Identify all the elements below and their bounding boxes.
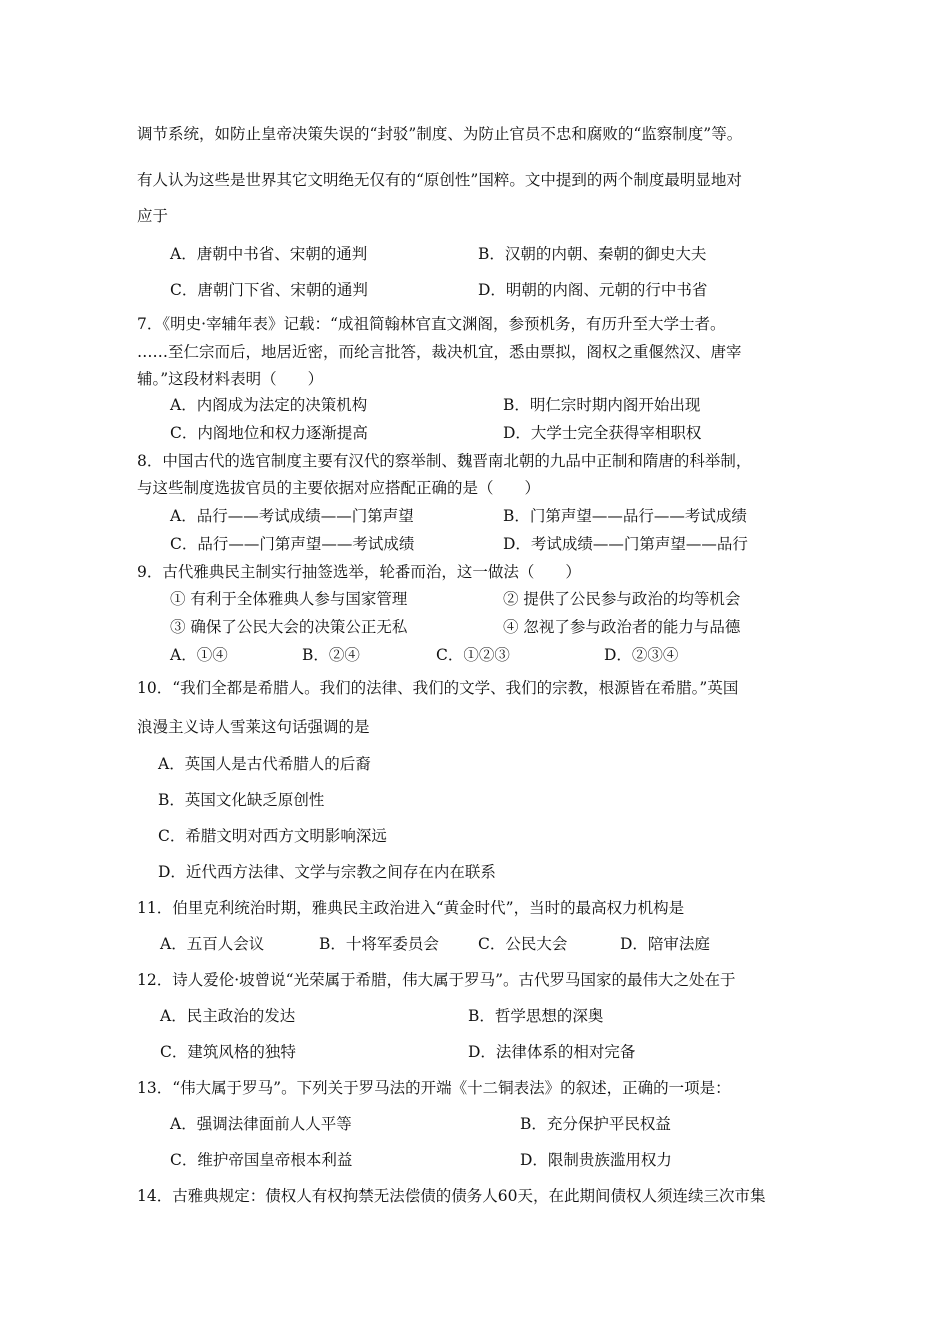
question-10-stem-line-1: 10．“我们全都是希腊人。我们的法律、我们的文学、我们的宗教，根源皆在希腊。”英国 — [137, 679, 739, 697]
question-12-option-d: D．法律体系的相对完备 — [468, 1043, 636, 1061]
question-10-option-a: A．英国人是古代希腊人的后裔 — [158, 755, 371, 773]
question-6-option-b: B．汉朝的内朝、秦朝的御史大夫 — [478, 245, 707, 263]
question-8-stem-line-2: 与这些制度选拔官员的主要依据对应搭配正确的是（ ） — [137, 479, 541, 497]
question-7-stem-line-2: ……至仁宗而后，地居近密，而纶言批答，裁决机宜，悉由票拟，阁权之重偃然汉、唐宰 — [137, 343, 742, 361]
question-11-option-a: A．五百人会议 — [160, 935, 265, 953]
question-12-option-b: B．哲学思想的深奥 — [468, 1007, 604, 1025]
question-7-stem-line-3: 辅。”这段材料表明（ ） — [137, 370, 324, 388]
question-11-stem-line-1: 11．伯里克利统治时期，雅典民主政治进入“黄金时代”，当时的最高权力机构是 — [137, 899, 685, 917]
question-6-stem-line-1: 调节系统，如防止皇帝决策失误的“封驳”制度、为防止官员不忠和腐败的“监察制度”等。 — [137, 125, 743, 143]
question-13-option-a: A．强调法律面前人人平等 — [170, 1115, 352, 1133]
question-13-option-d: D．限制贵族滥用权力 — [520, 1151, 672, 1169]
question-8-option-b: B．门第声望——品行——考试成绩 — [503, 507, 747, 525]
question-10-option-c: C．希腊文明对西方文明影响深远 — [158, 827, 387, 845]
question-6-option-a: A．唐朝中书省、宋朝的通判 — [170, 245, 368, 263]
question-14-stem-line-1: 14．古雅典规定：债权人有权拘禁无法偿债的债务人60天，在此期间债权人须连续三次市集 — [137, 1187, 766, 1205]
question-9-option-c: C．①②③ — [436, 646, 510, 664]
question-7-option-a: A．内阁成为法定的决策机构 — [170, 396, 368, 414]
question-6-option-c: C．唐朝门下省、宋朝的通判 — [170, 281, 368, 299]
question-12-stem-line-1: 12．诗人爱伦·坡曾说“光荣属于希腊，伟大属于罗马”。古代罗马国家的最伟大之处在于 — [137, 971, 736, 989]
question-11-option-c: C．公民大会 — [478, 935, 568, 953]
question-8-option-c: C．品行——门第声望——考试成绩 — [170, 535, 415, 553]
question-10-option-b: B．英国文化缺乏原创性 — [158, 791, 325, 809]
question-8-stem-line-1: 8．中国古代的选官制度主要有汉代的察举制、魏晋南北朝的九品中正制和隋唐的科举制， — [137, 452, 752, 470]
question-9-statement-2: ② 提供了公民参与政治的均等机会 — [503, 590, 741, 608]
question-11-option-d: D．陪审法庭 — [620, 935, 710, 953]
question-13-stem-line-1: 13．“伟大属于罗马”。下列关于罗马法的开端《十二铜表法》的叙述，正确的一项是： — [137, 1079, 731, 1097]
question-8-option-d: D．考试成绩——门第声望——品行 — [503, 535, 748, 553]
question-10-option-d: D．近代西方法律、文学与宗教之间存在内在联系 — [158, 863, 496, 881]
question-9-option-a: A．①④ — [170, 646, 228, 664]
question-9-option-b: B．②④ — [302, 646, 360, 664]
question-9-statement-4: ④ 忽视了参与政治者的能力与品德 — [503, 618, 741, 636]
question-6-stem-line-3: 应于 — [137, 207, 169, 225]
question-8-option-a: A．品行——考试成绩——门第声望 — [170, 507, 414, 525]
question-10-stem-line-2: 浪漫主义诗人雪莱这句话强调的是 — [137, 718, 370, 736]
question-6-stem-line-2: 有人认为这些是世界其它文明绝无仅有的“原创性”国粹。文中提到的两个制度最明显地对 — [137, 171, 742, 189]
question-12-option-c: C．建筑风格的独特 — [160, 1043, 296, 1061]
question-6-option-d: D．明朝的内阁、元朝的行中书省 — [478, 281, 708, 299]
question-9-statement-1: ① 有利于全体雅典人参与国家管理 — [170, 590, 408, 608]
question-7-option-d: D．大学士完全获得宰相职权 — [503, 424, 702, 442]
question-9-statement-3: ③ 确保了公民大会的决策公正无私 — [170, 618, 408, 636]
question-11-option-b: B．十将军委员会 — [319, 935, 439, 953]
question-13-option-b: B．充分保护平民权益 — [520, 1115, 671, 1133]
question-13-option-c: C．维护帝国皇帝根本利益 — [170, 1151, 353, 1169]
question-7-option-c: C．内阁地位和权力逐渐提高 — [170, 424, 368, 442]
question-7-option-b: B．明仁宗时期内阁开始出现 — [503, 396, 701, 414]
question-7-stem-line-1: 7．《明史·宰辅年表》记载：“成祖简翰林官直文渊阁，参预机务，有历升至大学士者。 — [137, 315, 726, 333]
question-9-stem-line-1: 9．古代雅典民主制实行抽签选举，轮番而治，这一做法（ ） — [137, 563, 581, 581]
question-12-option-a: A．民主政治的发达 — [160, 1007, 296, 1025]
question-9-option-d: D．②③④ — [604, 646, 679, 664]
